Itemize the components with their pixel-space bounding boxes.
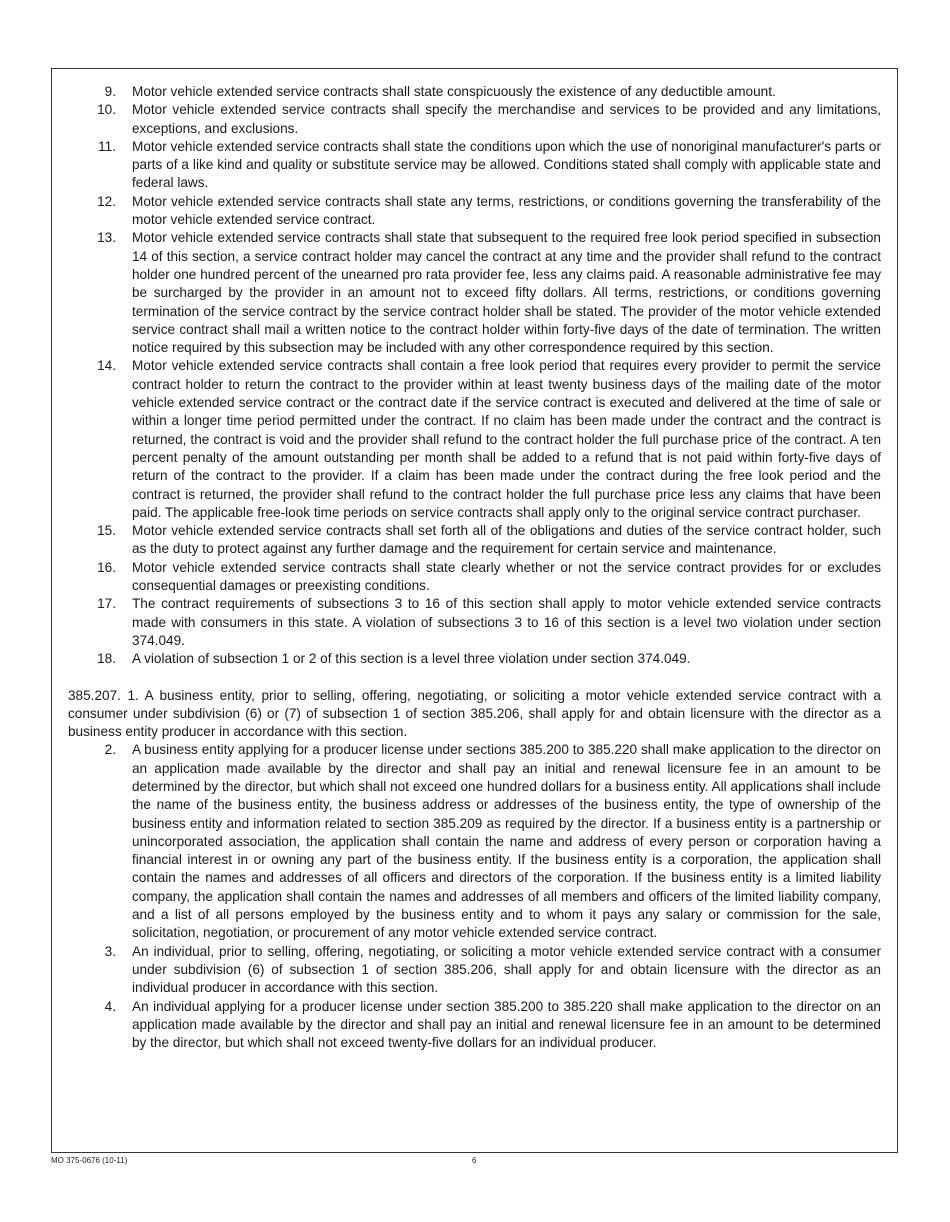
item-text: Motor vehicle extended service contracts shall state the conditions upon which the use of nonoriginal manufacturer's parts or parts of a like kind and quality or substitute service may be allowed. Conditions stated shall comply with applicable state and federal laws. — [132, 138, 881, 191]
item-text: An individual, prior to selling, offering, negotiating, or soliciting a motor vehicle extended service contract with a consumer under subdivision (6) of subsection 1 of section 385.206, shall apply for and obtain licensure with the director as an individual producer in accordance with this section. — [132, 943, 881, 996]
section-385-207-paragraph: 385.207. 1. A business entity, prior to selling, offering, negotiating, or soliciting a motor vehicle extended service contract with a consumer under subdivision (6) or (7) of subsection 1 of section 385.206, shall apply for and obtain licensure with the director as a business entity producer in accordance with this section. — [68, 687, 881, 740]
list-item — [68, 741, 881, 942]
form-code: MO 375-0676 (10-11) — [51, 1156, 128, 1165]
list-item — [68, 943, 881, 998]
item-number: 12. — [97, 193, 116, 209]
item-text: A violation of subsection 1 or 2 of this section is a level three violation under section 374.049. — [132, 651, 691, 667]
item-text: Motor vehicle extended service contracts shall set forth all of the obligations and duties of the service contract holder, such as the duty to protect against any further damage and the requirement for certain service and maintenance. — [132, 523, 881, 557]
list-item — [68, 138, 881, 193]
item-text: Motor vehicle extended service contracts shall state that subsequent to the required free look period specified in subsection 14 of this section, a service contract holder may cancel the contract at any time and the provider shall refund to the contract holder one hundred percent of the unearned pro rata provider fee, less any claims paid. A reasonable administrative fee may be surcharged by the provider in an amount not to exceed fifty dollars. All terms, restrictions, or conditions governing termination of the service contract by the service contract holder shall be stated. The provider of the motor vehicle extended service contract shall mail a written notice to the contract holder within forty-five days of the date of termination. The written notice required by this subsection may be included with any other correspondence required by this section. — [132, 230, 881, 356]
list-item — [68, 101, 881, 138]
list-item — [68, 193, 881, 230]
list-item — [68, 83, 881, 101]
item-number: 10. — [97, 102, 116, 118]
item-text: Motor vehicle extended service contracts shall state clearly whether or not the service contract provides for or excludes consequential damages or preexisting conditions. — [132, 559, 881, 594]
item-text: Motor vehicle extended service contracts shall state conspicuously the existence of any deductible amount. — [132, 84, 776, 99]
list-item — [68, 998, 881, 1053]
item-number: 4. — [104, 998, 116, 1014]
list-item — [68, 357, 881, 522]
list-item — [68, 650, 881, 668]
list-item — [68, 559, 881, 596]
page-number: 6 — [472, 1156, 477, 1165]
item-number: 14. — [97, 358, 116, 374]
item-text: A business entity applying for a producer license under sections 385.200 to 385.220 shall make application to the director on an application made available by the director and shall pay an initial and renewal licensure fee in an amount to be determined by the director, but which shall not exceed one hundred dollars for a business entity. All applications shall include the name of the business entity, the business address or addresses of the business entity, the type of ownership of the business entity and information related to section 385.209 as required by the director. If a business entity is a partnership or unincorporated association, the application shall contain the name and address of every person or corporation having a financial interest in or owning any part of the business entity. If the business entity is a corporation, the application shall contain the names and addresses of all officers and directors of the corporation. If the business entity is a limited liability company, the application shall contain the names and addresses of all members and officers of the limited liability company, and a list of all persons employed by the business entity and to whom it pays any salary or commission for the sale, solicitation, negotiation, or procurement of any motor vehicle extended service contract. — [132, 742, 881, 941]
item-text: Motor vehicle extended service contracts shall specify the merchandise and services to be provided and any limitations, exceptions, and exclusions. — [132, 102, 881, 136]
item-number: 9. — [104, 84, 116, 99]
item-number: 16. — [97, 559, 116, 575]
list-item — [68, 595, 881, 650]
document-frame — [51, 68, 898, 1153]
list-item — [68, 229, 881, 357]
item-number: 2. — [104, 742, 116, 758]
item-number: 18. — [97, 651, 116, 667]
subsection-list-2 — [68, 741, 881, 1052]
item-text: Motor vehicle extended service contracts shall contain a free look period that requires every provider to permit the service contract holder to return the contract to the provider within at least twenty business days of the mailing date of the motor vehicle extended service contract or the contract date if the service contract is executed and delivered at the time of sale or within a longer time period permitted under the contract. If no claim has been made under the contract and the contract is returned, the contract is void and the provider shall refund to the contract holder the full purchase price of the contract. A ten percent penalty of the amount outstanding per month shall be added to a refund that is not paid within forty-five days of return of the contract to the provider. If a claim has been made under the contract during the free look period and the contract is returned, the provider shall refund to the contract holder the full purchase price less any claims that have been paid. The applicable free-look time periods on service contracts shall apply only to the original service contract purchaser. — [132, 358, 881, 520]
item-number: 15. — [97, 523, 116, 539]
list-item — [68, 522, 881, 559]
item-number: 3. — [104, 943, 116, 959]
subsection-list — [68, 83, 881, 669]
item-number: 13. — [97, 230, 116, 246]
item-number: 11. — [98, 138, 116, 154]
item-text: An individual applying for a producer license under section 385.200 to 385.220 shall make application to the director on an application made available by the director and shall pay an initial and renewal licensure fee in an amount to be determined by the director, but which shall not exceed twenty-five dollars for an individual producer. — [132, 998, 881, 1051]
item-text: The contract requirements of subsections 3 to 16 of this section shall apply to motor vehicle extended service contracts made with consumers in this state. A violation of subsections 3 to 16 of this section is a level two violation under section 374.049. — [132, 596, 881, 648]
item-text: Motor vehicle extended service contracts shall state any terms, restrictions, or conditions governing the transferability of the motor vehicle extended service contract. — [132, 193, 881, 228]
item-number: 17. — [97, 596, 116, 612]
